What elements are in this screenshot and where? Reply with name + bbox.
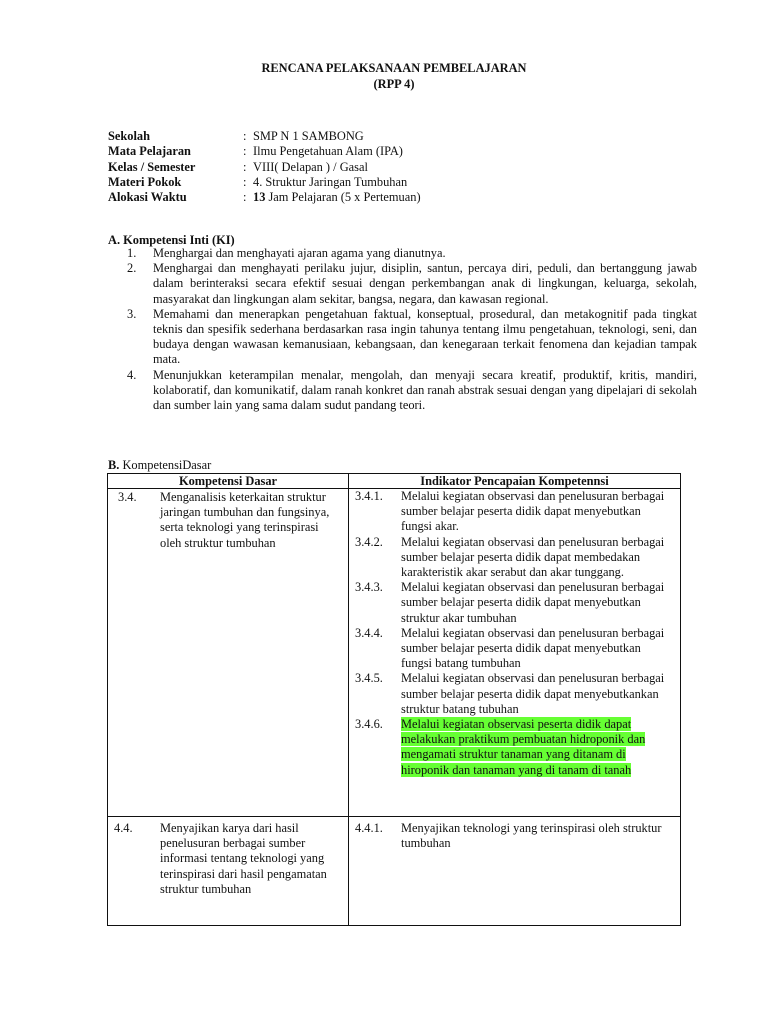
ki-list <box>127 246 699 413</box>
indicator-number: 3.4.3. <box>355 580 383 595</box>
kd-number: 4.4. <box>114 821 133 835</box>
indicator-text: Melalui kegiatan observasi dan penelusuran berbagai sumber belajar peserta didik dapat menyebutkankan struktur batang tubuhan <box>401 671 665 716</box>
kd-cell-content <box>108 817 348 897</box>
list-text: Memahami dan menerapkan pengetahuan faktual, konseptual, prosedural, dan metakognitif pada tingkat teknis dan spesifik sederhana berdasarkan rasa ingin tahunya tentang ilmu pengetahuan, teknologi, seni, dan budaya dengan wawasan kemanusiaan, kebangsaan, dan kenegaraan terkait fenomena dan kejadian tampak mata. <box>153 306 697 367</box>
info-colon: : <box>243 159 247 174</box>
section-b-title <box>108 458 211 473</box>
table-row <box>108 817 681 926</box>
info-colon: : <box>243 174 247 189</box>
indicator-number: 3.4.4. <box>355 625 383 640</box>
info-label: Kelas / Semester <box>108 159 196 174</box>
info-label: Alokasi Waktu <box>108 190 187 205</box>
info-value: 4. Struktur Jaringan Tumbuhan <box>253 174 408 189</box>
indicator-text: Melalui kegiatan observasi dan penelusuran berbagai sumber belajar peserta didik dapat membedakan karakteristik akar serabut dan akar tunggang. <box>401 534 665 580</box>
indicator-item <box>349 626 680 672</box>
info-label: Sekolah <box>108 129 151 143</box>
info-label: Mata Pelajaran <box>108 144 191 159</box>
indicator-number: 3.4.2. <box>355 534 383 549</box>
list-item <box>127 261 699 307</box>
list-text: Menunjukkan keterampilan menalar, mengolah, dan menyaji secara kreatif, produktif, kritis, mandiri, kolaboratif, dan komunikatif, dalam ranah konkret dan ranah abstrak sesuai dengan yang dipelajari di sekolah dan sumber lain yang sama dalam sudut pandang teori. <box>153 367 697 413</box>
identity-block <box>108 129 680 205</box>
kd-cell <box>108 817 349 926</box>
indicator-item <box>349 671 680 717</box>
info-row-sekolah <box>108 129 680 144</box>
kd-number: 3.4. <box>118 490 137 504</box>
info-value: SMP N 1 SAMBONG <box>253 129 364 143</box>
indicator-cell <box>349 489 681 817</box>
list-text: Menghargai dan menghayati ajaran agama yang dianutnya. <box>153 246 446 260</box>
list-item <box>127 307 699 368</box>
highlighted-text: Melalui kegiatan observasi peserta didik dapat melakukan praktikum pembuatan hidroponik dan mengamati struktur tanaman yang ditanam di hiroponik dan tanaman yang di tanam di tanah <box>401 717 646 777</box>
indicator-item <box>349 489 680 535</box>
info-colon: : <box>243 144 247 159</box>
indicator-number: 3.4.6. <box>355 717 383 732</box>
indicator-number: 3.4.5. <box>355 671 383 686</box>
indicator-number: 3.4.1. <box>355 489 383 503</box>
kd-cell-content <box>108 489 348 551</box>
info-row-kelas-semester <box>108 160 680 175</box>
indicator-text: Melalui kegiatan observasi dan penelusuran berbagai sumber belajar peserta didik dapat menyebutkan fungsi batang tumbuhan <box>401 625 665 671</box>
list-number: 3. <box>127 306 137 321</box>
info-colon: : <box>243 190 247 205</box>
indicator-item <box>349 817 680 851</box>
list-text: Menghargai dan menghayati perilaku jujur, disiplin, santun, percaya diri, peduli, dan bertanggung jawab dalam berinteraksi secara efektif sesuai dengan perkembangan anak di lingkungan, keluarga, sekolah, masyarakat dan lingkungan alam sekitar, bangsa, negara, dan kawasan regional. <box>153 261 697 306</box>
indicator-cell <box>349 817 681 926</box>
list-number: 4. <box>127 367 137 382</box>
document-title: RENCANA PELAKSANAAN PEMBELAJARAN <box>261 61 527 75</box>
list-item <box>127 368 699 414</box>
header-indikator: Indikator Pencapaian Kompetennsi <box>349 474 681 489</box>
info-value: VIII( Delapan ) / Gasal <box>253 159 368 174</box>
info-value <box>253 190 680 205</box>
table-header-row <box>108 474 681 489</box>
list-number: 1. <box>127 246 137 260</box>
info-colon: : <box>243 129 247 143</box>
info-value-rest: Jam Pelajaran (5 x Pertemuan) <box>265 190 421 205</box>
indicator-number: 4.4.1. <box>355 821 383 835</box>
list-item <box>127 246 699 261</box>
kd-table <box>107 473 681 926</box>
info-row-alokasi-waktu <box>108 190 680 205</box>
indicator-item <box>349 580 680 626</box>
indicator-text: Melalui kegiatan observasi dan penelusuran berbagai sumber belajar peserta didik dapat menyebutkan fungsi akar. <box>401 489 665 534</box>
kd-text: Menganalisis keterkaitan struktur jaringan tumbuhan dan fungsinya, serta teknologi yang terinspirasi oleh struktur tumbuhan <box>160 490 330 550</box>
indicator-item-highlighted <box>349 717 680 778</box>
section-b-letter: B. <box>108 458 120 472</box>
header-kompetensi-dasar: Kompetensi Dasar <box>108 474 349 489</box>
kd-cell <box>108 489 349 817</box>
list-number: 2. <box>127 261 137 276</box>
indicator-text: Melalui kegiatan observasi dan penelusuran berbagai sumber belajar peserta didik dapat menyebutkan struktur akar tumbuhan <box>401 580 665 625</box>
kd-text: Menyajikan karya dari hasil penelusuran berbagai sumber informasi tentang teknologi yang terinspirasi dari hasil pengamatan struktur tumbuhan <box>160 821 327 896</box>
info-value: Ilmu Pengetahuan Alam (IPA) <box>253 144 403 159</box>
info-row-materi-pokok <box>108 175 680 190</box>
section-a-title: A. Kompetensi Inti (KI) <box>108 233 235 247</box>
section-b-label: KompetensiDasar <box>122 458 212 472</box>
info-label: Materi Pokok <box>108 174 182 189</box>
indicator-text <box>401 717 680 778</box>
indicator-item <box>349 535 680 581</box>
document-subtitle: (RPP 4) <box>373 77 415 91</box>
info-value-bold: 13 <box>253 190 266 205</box>
info-row-mata-pelajaran <box>108 144 680 159</box>
indicator-text: Menyajikan teknologi yang terinspirasi oleh struktur tumbuhan <box>401 821 662 851</box>
table-row <box>108 489 681 817</box>
